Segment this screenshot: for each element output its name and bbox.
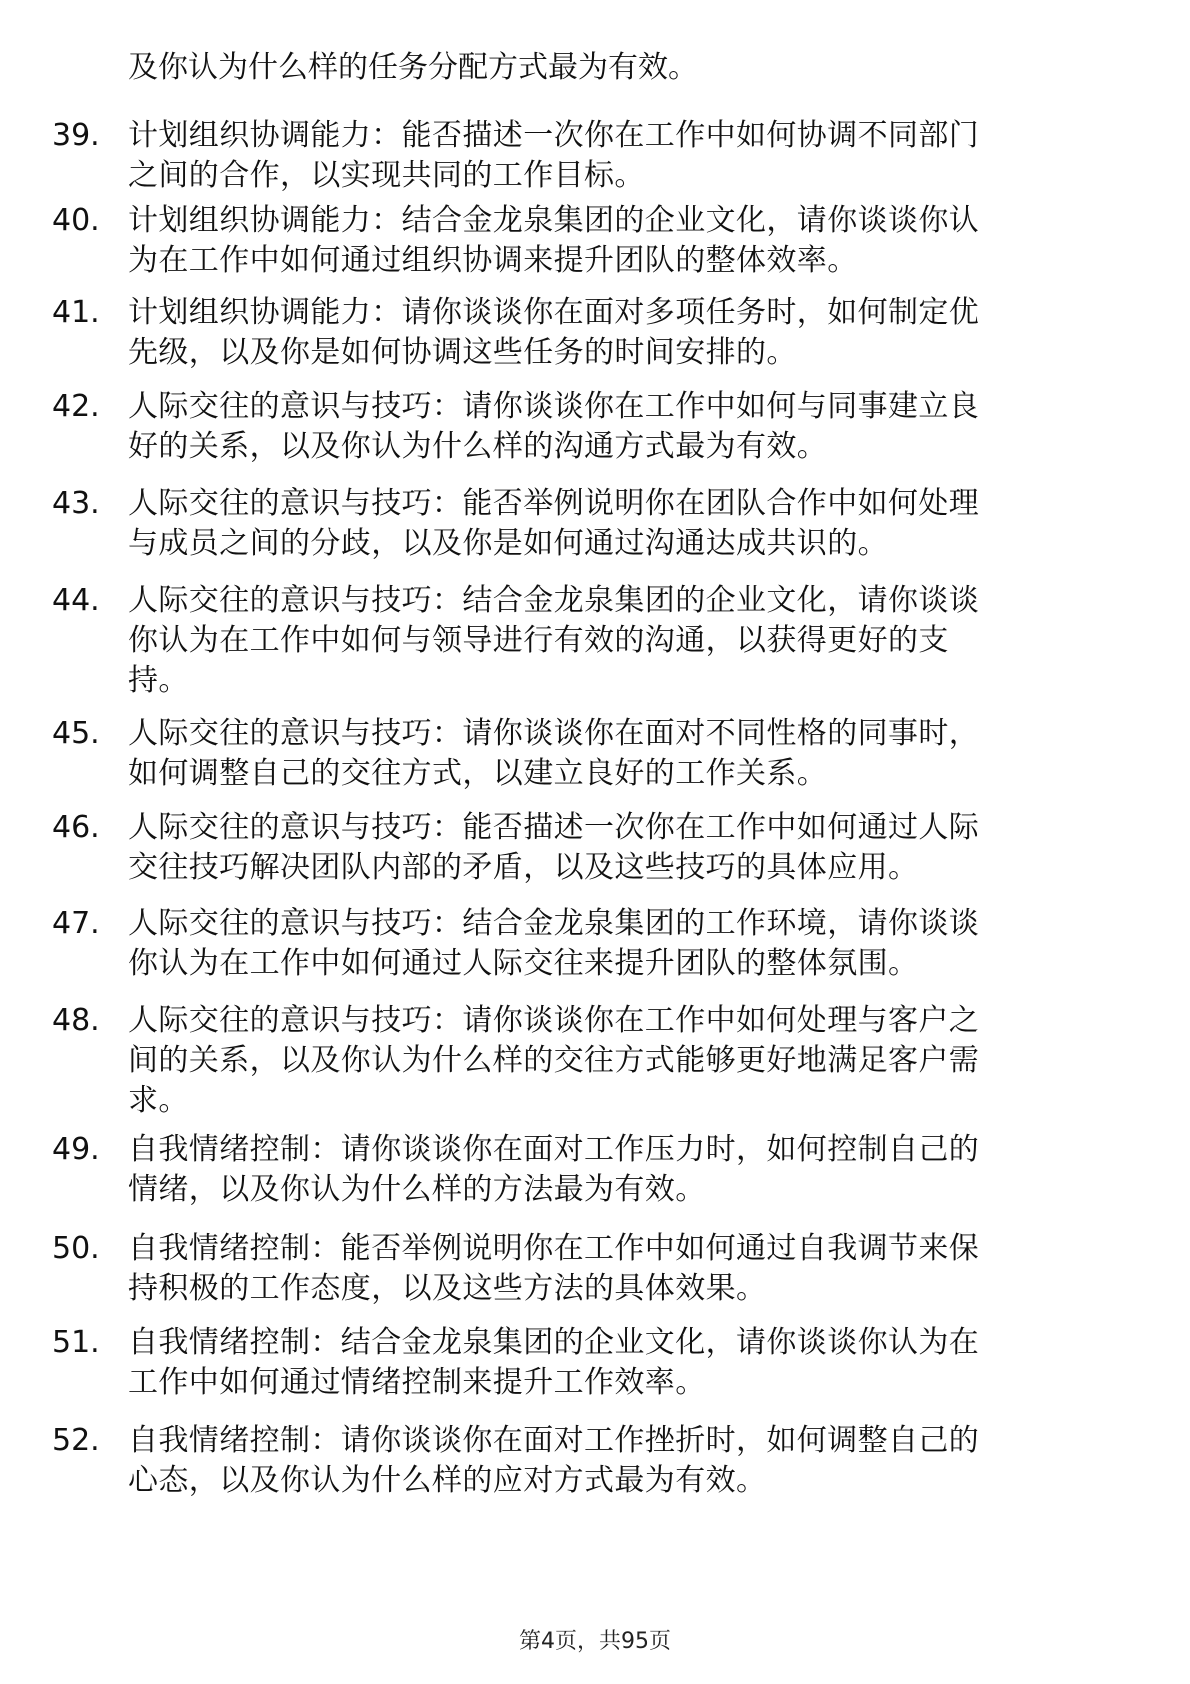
question-number: 40. — [52, 203, 100, 238]
question-text — [128, 808, 1122, 888]
question-text-line: 你认为在工作中如何通过人际交往来提升团队的整体氛围。 — [128, 946, 919, 981]
question-text-line: 人际交往的意识与技巧：请你谈谈你在面对不同性格的同事时， — [128, 716, 980, 751]
question-text-line: 与成员之间的分歧，以及你是如何通过沟通达成共识的。 — [128, 526, 888, 561]
question-number: 46. — [52, 810, 100, 845]
question-text-line: 情绪，以及你认为什么样的方法最为有效。 — [128, 1172, 706, 1207]
question-text-line: 计划组织协调能力：请你谈谈你在面对多项任务时，如何制定优 — [128, 295, 980, 330]
question-text — [128, 1229, 1122, 1309]
question-number: 39. — [52, 118, 100, 153]
question-text — [128, 484, 1122, 564]
question-number: 51. — [52, 1325, 100, 1360]
question-text — [128, 293, 1122, 373]
question-text — [128, 1001, 1122, 1121]
continuation-text: 及你认为什么样的任务分配方式最为有效。 — [128, 50, 698, 85]
question-text-line: 先级，以及你是如何协调这些任务的时间安排的。 — [128, 335, 797, 370]
question-text-line: 自我情绪控制：请你谈谈你在面对工作压力时，如何控制自己的 — [128, 1132, 980, 1167]
question-text — [128, 1130, 1122, 1210]
question-text-line: 心态，以及你认为什么样的应对方式最为有效。 — [128, 1463, 767, 1498]
question-text-line: 计划组织协调能力：结合金龙泉集团的企业文化，请你谈谈你认 — [128, 203, 980, 238]
question-text-line: 之间的合作，以实现共同的工作目标。 — [128, 158, 645, 193]
question-text-line: 人际交往的意识与技巧：能否描述一次你在工作中如何通过人际 — [128, 810, 980, 845]
question-text-line: 人际交往的意识与技巧：结合金龙泉集团的企业文化，请你谈谈 — [128, 583, 980, 618]
question-text — [128, 1323, 1122, 1403]
question-text-line: 交往技巧解决团队内部的矛盾，以及这些技巧的具体应用。 — [128, 850, 919, 885]
page-footer: 第4页，共95页 — [519, 1629, 671, 1654]
question-text-line: 人际交往的意识与技巧：请你谈谈你在工作中如何与同事建立良 — [128, 389, 980, 424]
question-text-line: 持。 — [128, 663, 189, 698]
question-number: 42. — [52, 389, 100, 424]
question-text-line: 间的关系，以及你认为什么样的交往方式能够更好地满足客户需 — [128, 1043, 980, 1078]
question-text-line: 持积极的工作态度，以及这些方法的具体效果。 — [128, 1271, 767, 1306]
question-text-line: 为在工作中如何通过组织协调来提升团队的整体效率。 — [128, 243, 858, 278]
question-text-line: 求。 — [128, 1083, 189, 1118]
question-number: 49. — [52, 1132, 100, 1167]
question-number: 43. — [52, 486, 100, 521]
question-text — [128, 581, 1122, 701]
question-text-line: 自我情绪控制：结合金龙泉集团的企业文化，请你谈谈你认为在 — [128, 1325, 980, 1360]
question-text — [128, 201, 1122, 281]
question-text-line: 人际交往的意识与技巧：请你谈谈你在工作中如何处理与客户之 — [128, 1003, 980, 1038]
question-text-line: 你认为在工作中如何与领导进行有效的沟通，以获得更好的支 — [128, 623, 949, 658]
question-number: 41. — [52, 295, 100, 330]
question-text — [128, 904, 1122, 984]
question-number: 45. — [52, 716, 100, 751]
question-text-line: 计划组织协调能力：能否描述一次你在工作中如何协调不同部门 — [128, 118, 980, 153]
question-text — [128, 387, 1122, 467]
question-number: 52. — [52, 1423, 100, 1458]
question-text — [128, 1421, 1122, 1501]
question-text — [128, 116, 1122, 196]
question-text-line: 自我情绪控制：请你谈谈你在面对工作挫折时，如何调整自己的 — [128, 1423, 980, 1458]
question-text — [128, 714, 1122, 794]
question-text-line: 好的关系，以及你认为什么样的沟通方式最为有效。 — [128, 429, 828, 464]
question-text-line: 如何调整自己的交往方式，以建立良好的工作关系。 — [128, 756, 828, 791]
question-number: 44. — [52, 583, 100, 618]
question-number: 50. — [52, 1231, 100, 1266]
question-text-line: 自我情绪控制：能否举例说明你在工作中如何通过自我调节来保 — [128, 1231, 980, 1266]
question-text-line: 人际交往的意识与技巧：结合金龙泉集团的工作环境，请你谈谈 — [128, 906, 980, 941]
question-text-line: 工作中如何通过情绪控制来提升工作效率。 — [128, 1365, 706, 1400]
question-text-line: 人际交往的意识与技巧：能否举例说明你在团队合作中如何处理 — [128, 486, 980, 521]
question-number: 48. — [52, 1003, 100, 1038]
question-number: 47. — [52, 906, 100, 941]
